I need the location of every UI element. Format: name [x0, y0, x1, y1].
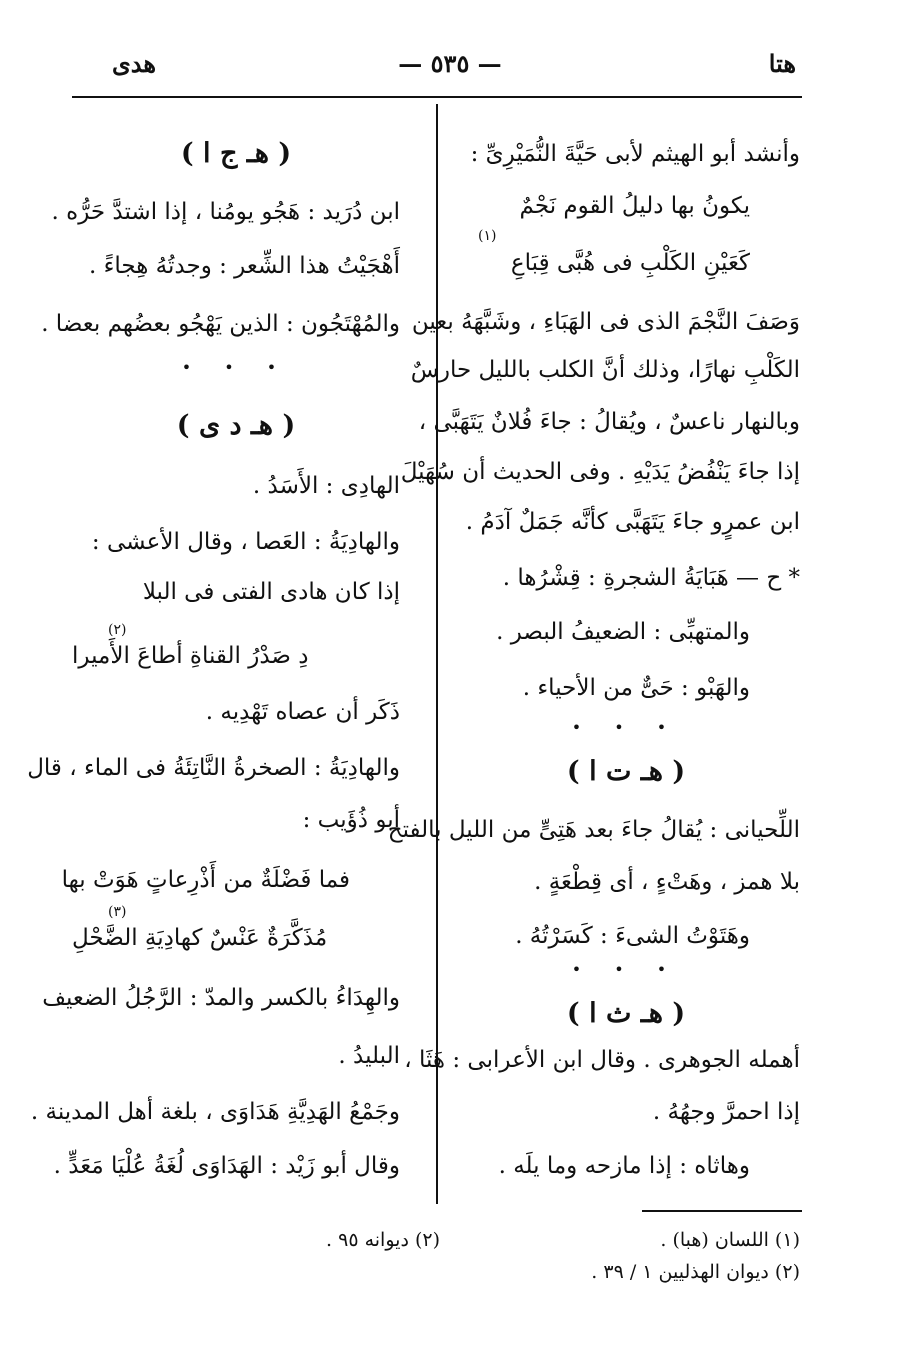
section-separator: • • •	[571, 718, 681, 737]
text-line: وقال أبو زَيْد : الهَدَاوَى لُغَةُ عُلْيَا مَعَدٍّ .	[53, 1153, 400, 1179]
section-separator: • • •	[571, 960, 681, 979]
text-line: إذا احمرَّ وجهُهُ .	[652, 1099, 800, 1125]
text-line: الهادِى : الأَسَدُ .	[252, 473, 400, 499]
text-line: بلا همز ، وهَتْءٍ ، أى قِطْعَةٍ .	[534, 869, 800, 895]
footnote-marker: (٢)	[108, 622, 127, 638]
entry-heading: ( هـ ت ا )	[566, 756, 686, 787]
entry-heading: ( هـ د ى )	[176, 410, 296, 441]
verse-line: مُذَكَّرَةٌ عَنْسٌ كهادِيَةِ الضَّحْلِ	[72, 925, 328, 951]
verse-line: فما فَضْلَةٌ من أَذْرِعاتٍ هَوَتْ بها	[61, 867, 350, 893]
text-line: ابن دُرَيد : هَجُو يومُنا ، إذا اشتدَّ حَرُّه .	[51, 199, 400, 225]
text-line: وهاثاه : إذا مازحه وما يلَه .	[498, 1153, 750, 1179]
footnote-marker: (١)	[478, 228, 497, 244]
running-head-right: هتا	[768, 49, 796, 78]
text-line: والهادِيَةُ : الصخرةُ النَّاتِئَةُ فى الماء ، قال	[27, 755, 400, 781]
text-line: أهمله الجوهرى . وقال ابن الأعرابى : هَثَا ،	[404, 1047, 800, 1073]
footnote-marker: (٣)	[108, 904, 127, 920]
text-line: وهَتَوْتُ الشىءَ : كَسَرْتُهُ .	[515, 923, 750, 949]
text-line: وأنشد أبو الهيثم لأبى حَيَّةَ النُّمَيْرِىِّ :	[470, 141, 800, 167]
text-line: * ح — هَبَايَةُ الشجرةِ : قِشْرُها .	[502, 565, 800, 591]
text-line: والمتهبِّى : الضعيفُ البصر .	[496, 619, 750, 645]
running-head-left: هدى	[112, 49, 157, 78]
verse-line: يكونُ بها دليلُ القوم نَجْمٌ	[519, 193, 750, 219]
column-divider	[436, 104, 438, 1204]
text-line: والمُهْتَجُون : الذين يَهْجُو بعضُهم بعضا .	[41, 311, 400, 337]
text-line: إذا جاءَ يَنْفُضُ يَدَيْهِ . وفى الحديث أن سُهَيْلَ	[400, 459, 800, 485]
text-line: البليدُ .	[338, 1043, 400, 1069]
verse-line: دِ صَدْرُ القناةِ أطاعَ الأَميرا	[72, 643, 309, 669]
text-line: وَصَفَ النَّجْمَ الذى فى الهَبَاءِ ، وشَبَّهَهُ بعين	[411, 309, 800, 335]
footnote-rule	[642, 1210, 802, 1212]
text-line: ابن عمرٍو جاءَ يَتَهَبَّى كأنَّه جَمَلٌ آدَمُ .	[465, 509, 800, 535]
text-line: وبالنهار ناعسٌ ، ويُقالُ : جاءَ فُلانٌ يَتَهَبَّى ،	[418, 409, 800, 435]
verse-line: كَعَيْنِ الكَلْبِ فى هُبَّى قِبَاعِ	[510, 250, 750, 276]
text-line: والهِدَاءُ بالكسر والمدّ : الرَّجُلُ الضعيف	[42, 985, 400, 1011]
section-separator: • • •	[181, 358, 291, 377]
text-line: والهادِيَةُ : العَصا ، وقال الأعشى :	[91, 529, 400, 555]
text-line: اللِّحيانى : يُقالُ جاءَ بعد هَتِىٍّ من الليل بالفتح	[387, 817, 800, 843]
header-rule	[72, 96, 802, 98]
footnote: (٢) ديوان الهذليين ١ / ٣٩ .	[591, 1261, 800, 1283]
text-line: أبو ذُؤَيب :	[302, 807, 400, 833]
entry-heading: ( هـ ث ا )	[566, 998, 686, 1029]
footnote: (١) اللسان (هبا) .	[660, 1229, 800, 1251]
page-number: — ٥٣٥ —	[398, 49, 502, 78]
text-line: والهَبْو : حَىٌّ من الأحياء .	[522, 675, 750, 701]
text-line: الكَلْبِ نهارًا، وذلك أنَّ الكلب بالليل حارسٌ	[410, 357, 800, 383]
text-line: وجَمْعُ الهَدِيَّةِ هَدَاوَى ، بلغة أهل المدينة .	[30, 1099, 400, 1125]
footnote: (٢) ديوانه ٩٥ .	[326, 1229, 440, 1251]
text-line: أَهْجَيْتُ هذا الشِّعر : وجدتُهُ هِجاءً .	[88, 253, 400, 279]
text-line: ذَكَر أن عصاه تَهْدِيه .	[205, 699, 400, 725]
verse-line: إذا كان هادى الفتى فى البلا	[142, 579, 400, 605]
entry-heading: ( هـ ج ا )	[180, 138, 292, 169]
